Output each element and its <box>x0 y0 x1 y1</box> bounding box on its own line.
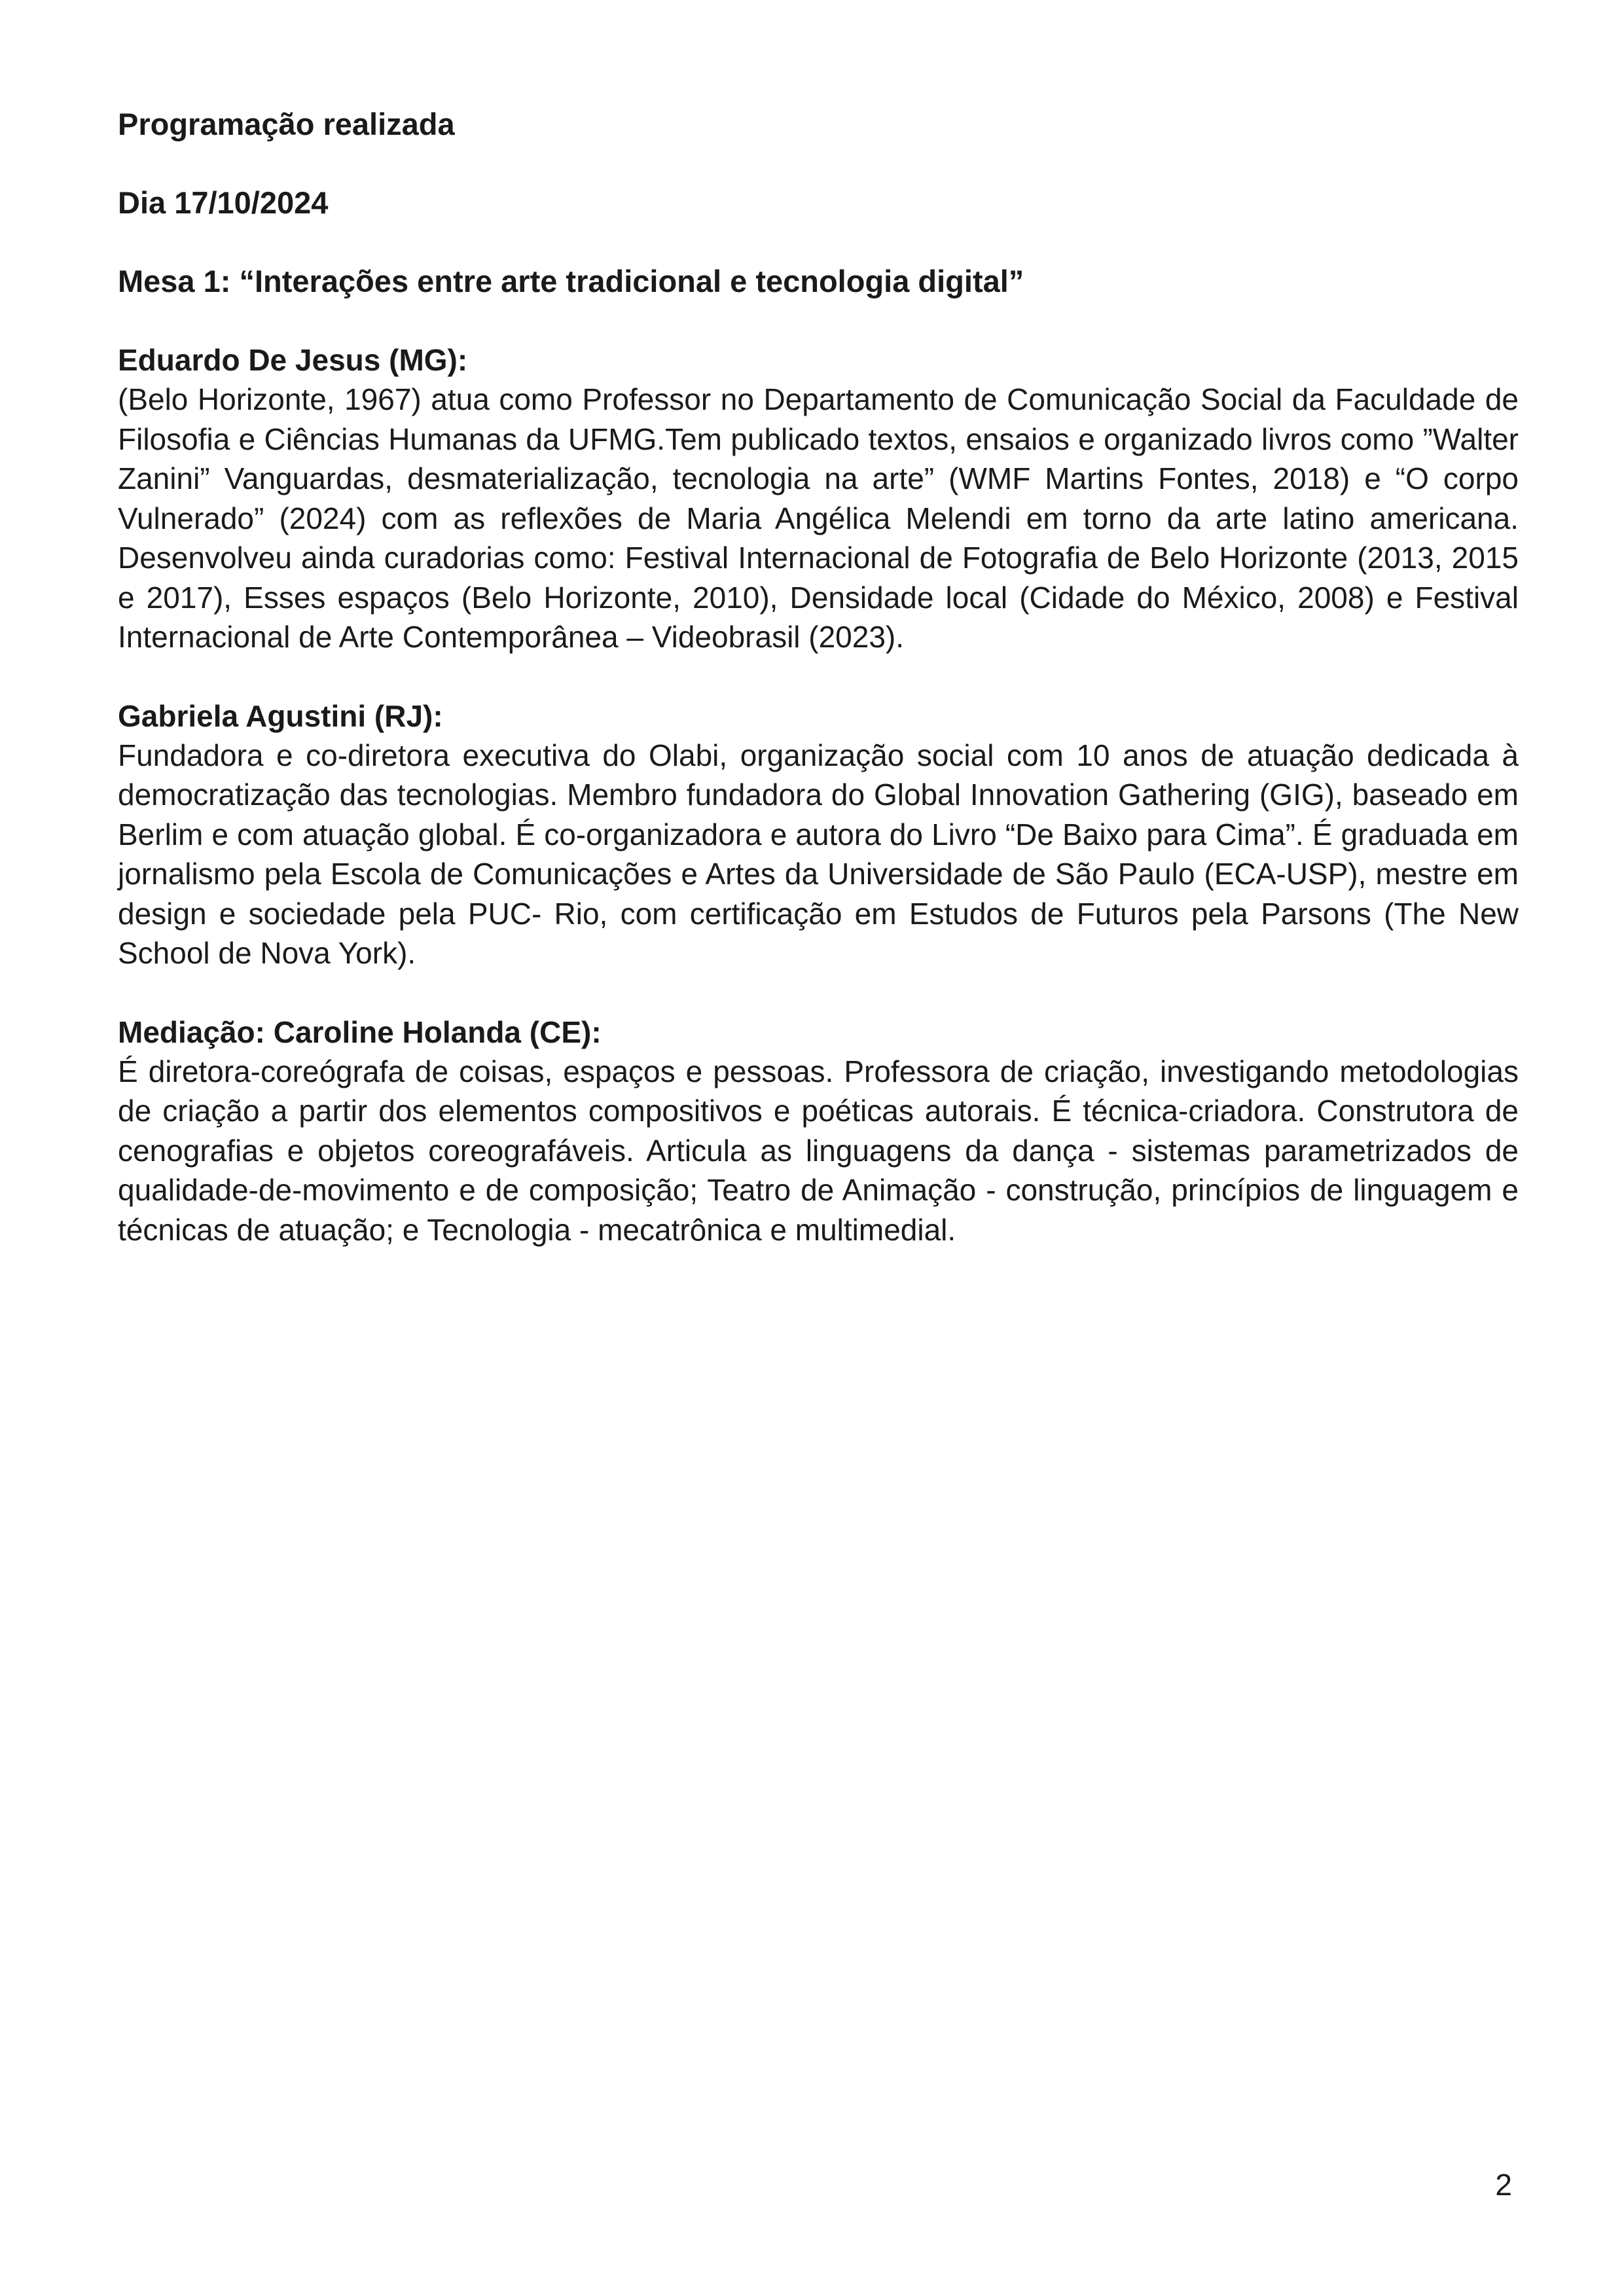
participant-name: Gabriela Agustini (RJ): <box>118 698 443 733</box>
panel-title: Mesa 1: “Interações entre arte tradicional e tecnologia digital” <box>118 264 1024 298</box>
participant-bio: Fundadora e co-diretora executiva do Olabi, organização social com 10 anos de atuação dedicada à democratização das tecnologias. Membro fundadora do Global Innovation Gathering (GIG), baseado em Berlim e com atuação global. É co-organizadora e autora do Livro “De Baixo para Cima”. É graduada em jornalismo pela Escola de Comunicações e Artes da Universidade de São Paulo (ECA-USP), mestre em design e sociedade pela PUC- Rio, com certificação em Estudos de Futuros pela Parsons (The New School de Nova York). <box>118 738 1519 970</box>
page-number: 2 <box>1495 2168 1512 2202</box>
participant-caroline <box>118 1013 1519 1250</box>
participant-name: Eduardo De Jesus (MG): <box>118 343 468 377</box>
participant-gabriela <box>118 696 1519 973</box>
participant-name: Mediação: Caroline Holanda (CE): <box>118 1014 602 1049</box>
event-date: Dia 17/10/2024 <box>118 185 329 220</box>
document-page <box>118 105 1519 1249</box>
participant-bio: (Belo Horizonte, 1967) atua como Professor no Departamento de Comunicação Social da Faculdade de Filosofia e Ciências Humanas da UFMG.Tem publicado textos, ensaios e organizado livros como ”Walter Zanini” Vanguardas, desmaterialização, tecnologia na arte” (WMF Martins Fontes, 2018) e “O corpo Vulnerado” (2024) com as reflexões de Maria Angélica Melendi em torno da arte latino americana. Desenvolveu ainda curadorias como: Festival Internacional de Fotografia de Belo Horizonte (2013, 2015 e 2017), Esses espaços (Belo Horizonte, 2010), Densidade local (Cidade do México, 2008) e Festival Internacional de Arte Contemporânea – Videobrasil (2023). <box>118 382 1519 654</box>
participant-eduardo <box>118 340 1519 657</box>
section-title: Programação realizada <box>118 107 455 141</box>
participant-bio: É diretora-coreógrafa de coisas, espaços e pessoas. Professora de criação, investigando metodologias de criação a partir dos elementos compositivos e poéticas autorais. É técnica-criadora. Construtora de cenografias e objetos coreografáveis. Articula as linguagens da dança - sistemas parametrizados de qualidade-de-movimento e de composição; Teatro de Animação - construção, princípios de linguagem e técnicas de atuação; e Tecnologia - mecatrônica e multimedial. <box>118 1054 1519 1247</box>
